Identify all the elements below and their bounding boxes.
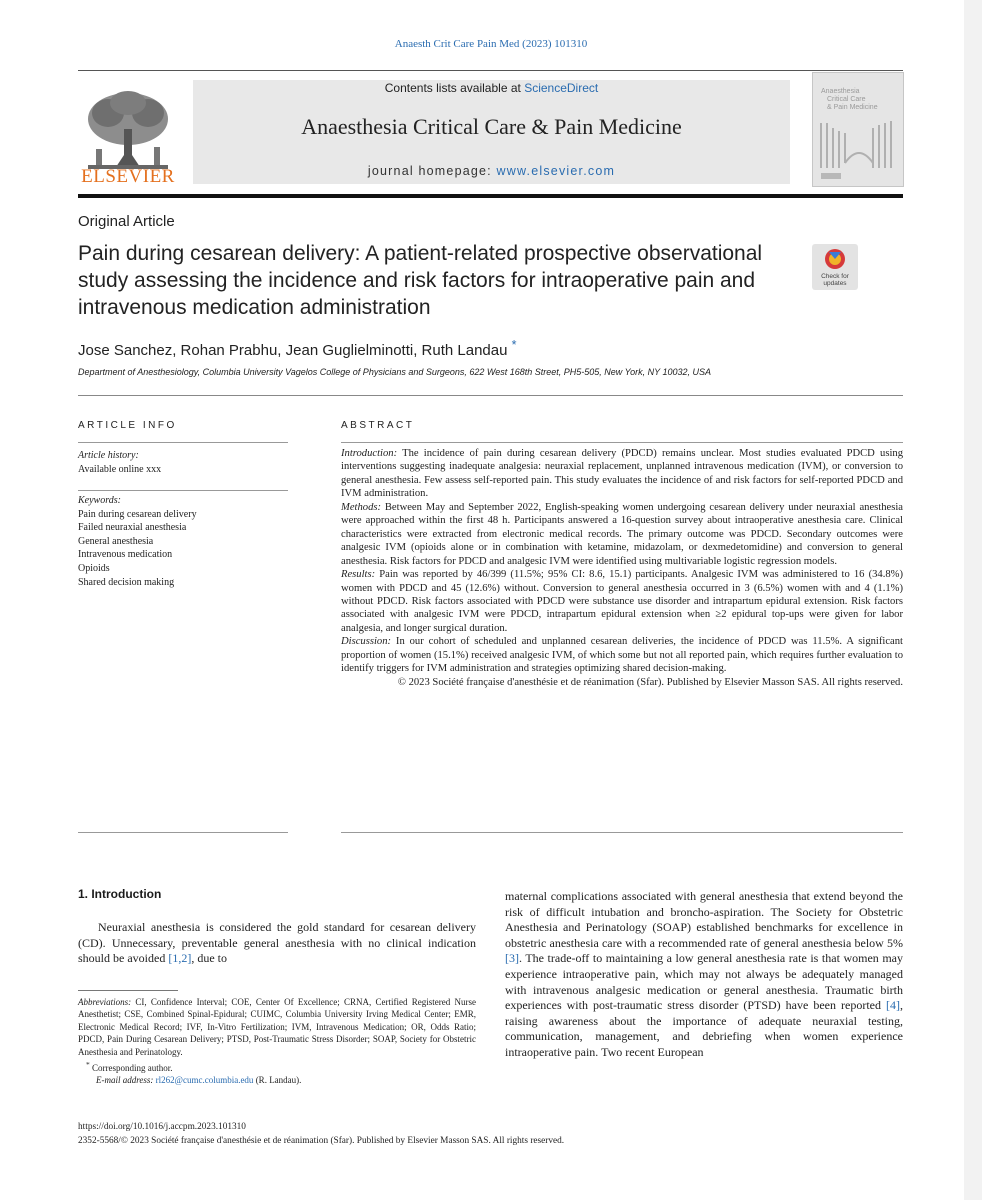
article-type: Original Article (78, 213, 175, 230)
keyword: Pain during cesarean delivery (78, 508, 197, 520)
abstract-results-label: Results: (341, 569, 376, 581)
crossmark-label-line-1: Check for (821, 273, 849, 280)
article-info-heading: ARTICLE INFO (78, 420, 177, 431)
article-history (78, 449, 288, 476)
introduction-heading: 1. Introduction (78, 887, 162, 901)
affiliation-divider (78, 395, 903, 396)
affiliation: Department of Anesthesiology, Columbia University Vagelos College of Physicians and Surgeons, 622 West 168th Street, PH5-505, New York, NY 10032, USA (78, 367, 712, 377)
keyword: General anesthesia (78, 535, 154, 547)
abbreviations-text: CI, Confidence Interval; COE, Center Of Excellence; CRNA, Certified Registered Nurse Anesthetist; CSE, Combined Spinal-Epidural; CUIMC, Columbia University Irving Medical Center; EMR, Electronic Medical Record; IVF, In-Vitro Fertilization; IVM, Intravenous Medication; OR, Odds Ratio; PDCD, Pain During Cesarean Delivery; PTSD, Post-Traumatic Stress Disorder; SOAP, Society for Obstetric Anesthesia and Perinatology. (78, 997, 476, 1057)
keywords-rule (78, 490, 288, 491)
author-names: Jose Sanchez, Rohan Prabhu, Jean Guglielminotti, Ruth Landau (78, 342, 508, 359)
journal-citation[interactable]: Anaesth Crit Care Pain Med (2023) 101310 (394, 38, 588, 50)
abstract-results-text: Pain was reported by 46/399 (11.5%; 95% CI: 8.6, 15.1) participants. Analgesic IVM was administered to 16 (34.8%) women with PDCD and 45 (12.6%) without. Conversion to general anesthesia occurred in 3 (6.5%) women with and 4 (1.1%) without PDCD. Risk factors associated with PDCD were substance use disorder and intrapartum epidural extension. Risk factors associated with analgesic IVM were PDCD, intrapartum epidural extension when ≥2 epidural top-ups were given for labor analgesia, and longer surgical duration. (341, 569, 903, 634)
homepage-link[interactable]: www.elsevier.com (496, 164, 616, 178)
author-list (78, 338, 517, 359)
article-info-bottom-rule (78, 832, 288, 833)
article-title: Pain during cesarean delivery: A patient-related prospective observational study assessing the incidence and risk factors for intraoperative pain and intravenous medication administration (78, 242, 763, 319)
email-line (78, 1074, 476, 1086)
corresponding-note-mark: * (86, 1060, 90, 1070)
abstract-methods-text: Between May and September 2022, English-speaking women undergoing cesarean delivery under neuraxial anesthesia were approached within the first 48 h. Participants answered a 16-question survey about intraoperative anesthesia care. Clinical characteristics were extracted from electronic medical records. The primary outcome was PDCD. Secondary outcomes were analgesic IVM (opioids alone or in combination with ketamine, midazolam, or dexmedetomidine) and conversion to general anesthesia. Risk factors for PDCD and analgesic IVM were identified using multivariable logistic regression models. (341, 501, 903, 567)
corresponding-text: Corresponding author. (92, 1063, 173, 1074)
abstract-rule (341, 442, 903, 443)
intro-left-text: Neuraxial anesthesia is considered the gold standard for cesarean delivery (CD). Unnecessary, preventable general anesthesia with no clinical indication should be avoided (78, 920, 476, 966)
journal-cover-thumbnail (812, 72, 904, 187)
abstract-discussion (341, 635, 903, 675)
homepage-prefix: journal homepage: (367, 164, 492, 178)
abstract-bottom-rule (341, 832, 903, 833)
abstract-intro-text: The incidence of pain during cesarean delivery (PDCD) remains unclear. Most studies evaluated PDCD using interventions suggesting inadequate analgesia: neuraxial replacement, unplanned intravenous medication (IVM), or conversion to general anesthesia. Few assess self-reported pain. This study evaluates the incidence of and risk factors for self-reported PDCD and IVM administration. (341, 448, 903, 500)
abstract-heading: ABSTRACT (341, 420, 415, 431)
intro-left-column (78, 920, 476, 967)
header-divider (78, 70, 903, 71)
keyword: Shared decision making (78, 576, 175, 588)
keywords-label: Keywords: (78, 495, 121, 506)
reference-link[interactable]: [4] (886, 998, 900, 1013)
cover-title-text: Anaesthesia Critical Care & Pain Medicine (821, 88, 878, 111)
abstract-body (341, 447, 903, 689)
email-label: E-mail address: (96, 1075, 154, 1086)
abstract-methods (341, 501, 903, 568)
email-suffix: (R. Landau). (253, 1075, 302, 1086)
journal-banner (193, 80, 790, 184)
abstract-copyright: © 2023 Société française d'anesthésie et de réanimation (Sfar). Published by Elsevier Masson SAS. All rights reserved. (397, 676, 903, 688)
abstract-discussion-text: In our cohort of scheduled and unplanned cesarean deliveries, the incidence of PDCD was 11.5%. A significant proportion of women (15.1%) received analgesic IVM, of which some but not all reported pain, which requires further evaluation to identify triggers for IVM administration and strategies optimizing shared decision-making. (341, 636, 903, 675)
intro-right-text: , raising awareness about the importance of adequate neuraxial testing, communication, management, and debriefing when women experience intraoperative pain. Two recent European (505, 998, 903, 1059)
abbreviations-footnote (78, 996, 476, 1087)
keyword: Failed neuraxial anesthesia (78, 522, 187, 534)
contents-line (193, 81, 790, 95)
corresponding-author-mark[interactable]: * (511, 338, 517, 352)
intro-right-column (505, 889, 903, 1061)
history-label: Article history: (78, 450, 139, 461)
elsevier-wordmark: ELSEVIER (81, 166, 175, 187)
article-info-rule (78, 442, 288, 443)
intro-right-text: . The trade-off to maintaining a low general anesthesia rate is that women may experience intraoperative pain, which may not always be adequately managed with intravenous analgesic medication or general anesthesia. Traumatic birth experiences with post-traumatic stress disorder (PTSD) have been reported (505, 951, 903, 1013)
page-edge (964, 0, 982, 1200)
header-thick-rule (78, 194, 903, 198)
doi-link[interactable]: https://doi.org/10.1016/j.accpm.2023.101310 (78, 1122, 246, 1132)
abbreviations-label: Abbreviations: (78, 997, 132, 1007)
intro-paragraph (78, 920, 476, 967)
crossmark-icon (812, 244, 858, 274)
crossmark-label (812, 273, 858, 287)
cover-graphic (813, 73, 903, 186)
reference-link[interactable]: [1,2] (168, 951, 192, 966)
abstract-introduction (341, 447, 903, 501)
contents-prefix: Contents lists available at (384, 81, 521, 95)
footnote-rule (78, 990, 178, 991)
keywords-block (78, 494, 288, 589)
crossmark-label-line-2: updates (823, 280, 847, 287)
issn-copyright-footer: 2352-5568/© 2023 Société française d'anesthésie et de réanimation (Sfar). Published by Elsevier Masson SAS. All rights reserved. (78, 1136, 565, 1146)
email-link[interactable]: rl262@cumc.columbia.edu (155, 1075, 254, 1086)
keyword: Intravenous medication (78, 549, 173, 561)
keyword: Opioids (78, 562, 110, 574)
abstract-intro-label: Introduction: (341, 448, 398, 459)
sciencedirect-link[interactable]: ScienceDirect (524, 81, 599, 95)
intro-right-text: maternal complications associated with general anesthesia that extend beyond the risk of difficult intubation and broncho-aspiration. The Society for Obstetric Anesthesia and Perinatology (SOAP) established benchmarks for excellence in obstetric anesthesia care with a recommended rate of general anesthesia below 5% (505, 889, 903, 950)
journal-name: Anaesthesia Critical Care & Pain Medicine (301, 114, 682, 139)
homepage-line (193, 164, 790, 178)
corresponding-note (78, 1059, 476, 1074)
abstract-results (341, 568, 903, 635)
intro-right-paragraph (505, 889, 903, 1061)
history-value: Available online xxx (78, 463, 162, 475)
abstract-discussion-label: Discussion: (341, 636, 392, 648)
reference-link[interactable]: [3] (505, 951, 519, 966)
abstract-methods-label: Methods: (341, 501, 382, 513)
check-for-updates-badge[interactable] (812, 244, 858, 290)
intro-left-end: , due to (191, 951, 227, 966)
